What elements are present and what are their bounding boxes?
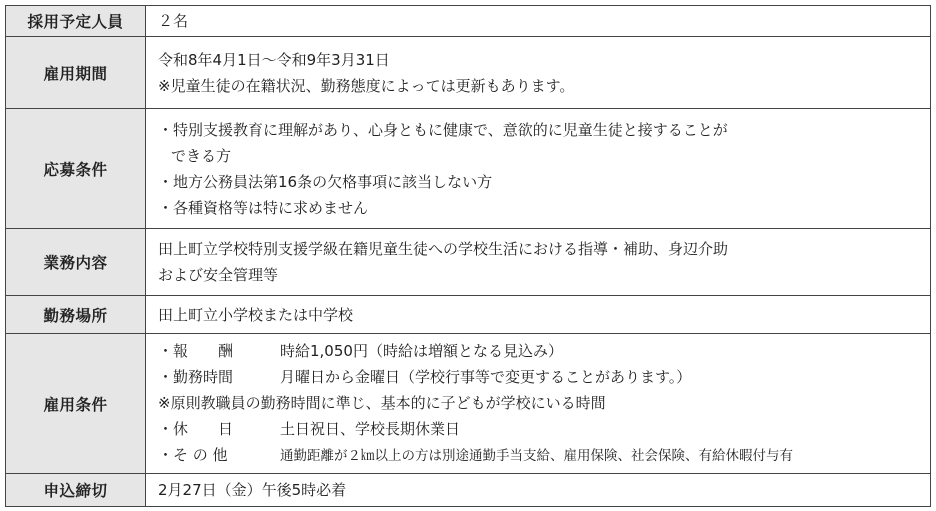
- recruitment-info: [5, 5, 931, 507]
- condition-other: [158, 442, 924, 469]
- condition-head: ・休 日: [158, 420, 234, 438]
- requirement-item-continued: できる方: [171, 146, 232, 165]
- table-row: [6, 474, 931, 507]
- table-row: [6, 334, 931, 474]
- row-label-employment-period: 雇用期間: [6, 37, 146, 109]
- employment-period-value: [146, 37, 931, 109]
- requirement-item: ・地方公務員法第16条の欠格事項に該当しない方: [158, 172, 493, 191]
- workplace-value: [146, 296, 931, 334]
- table-row: [6, 296, 931, 334]
- condition-hours: [158, 364, 924, 390]
- recruitment-table: [5, 5, 931, 507]
- duties-value: [146, 229, 931, 296]
- requirement-item: ・特別支援教育に理解があり、心身ともに健康で、意欲的に児童生徒と接することが: [158, 120, 728, 139]
- condition-body: 通勤距離が２㎞以上の方は別途通勤手当支給、雇用保険、社会保険、有給休暇付与有: [280, 448, 793, 464]
- condition-body: 土日祝日、学校長期休業日: [280, 420, 461, 438]
- condition-holidays: [158, 416, 924, 442]
- table-row: [6, 229, 931, 296]
- workplace-text: 田上町立小学校または中学校: [158, 305, 354, 324]
- requirement-item: ・各種資格等は特に求めません: [158, 198, 369, 217]
- condition-head: ・そ の 他: [158, 446, 228, 464]
- deadline-value: [146, 474, 931, 507]
- condition-note: ※原則教職員の勤務時間に準じ、基本的に子どもが学校にいる時間: [158, 394, 606, 412]
- row-label-conditions: 雇用条件: [6, 334, 146, 474]
- headcount-value: [146, 6, 931, 37]
- table-row: [6, 6, 931, 37]
- row-label-workplace: 勤務場所: [6, 296, 146, 334]
- headcount-text: ２名: [158, 12, 189, 30]
- row-label-requirements: 応募条件: [6, 109, 146, 229]
- row-label-deadline: 申込締切: [6, 474, 146, 507]
- row-label-headcount: 採用予定人員: [6, 6, 146, 37]
- conditions-value: [146, 334, 931, 474]
- condition-salary: [158, 338, 924, 364]
- condition-head: ・勤務時間: [158, 368, 234, 386]
- requirements-value: [146, 109, 931, 229]
- condition-body: 月曜日から金曜日（学校行事等で変更することがあります。）: [280, 368, 692, 386]
- duties-text: 田上町立学校特別支援学級在籍児童生徒への学校生活における指導・補助、身辺介助: [158, 240, 729, 258]
- duties-text-continued: および安全管理等: [158, 266, 279, 284]
- condition-head: ・報 酬: [158, 342, 234, 360]
- table-row: [6, 37, 931, 109]
- period-note: ※児童生徒の在籍状況、勤務態度によっては更新もあります。: [158, 76, 575, 95]
- row-label-duties: 業務内容: [6, 229, 146, 296]
- table-row: [6, 109, 931, 229]
- deadline-text: 2月27日（金）午後5時必着: [158, 481, 347, 499]
- period-dates: 令和8年4月1日～令和9年3月31日: [158, 50, 390, 69]
- condition-body: 時給1,050円（時給は増額となる見込み）: [280, 342, 563, 360]
